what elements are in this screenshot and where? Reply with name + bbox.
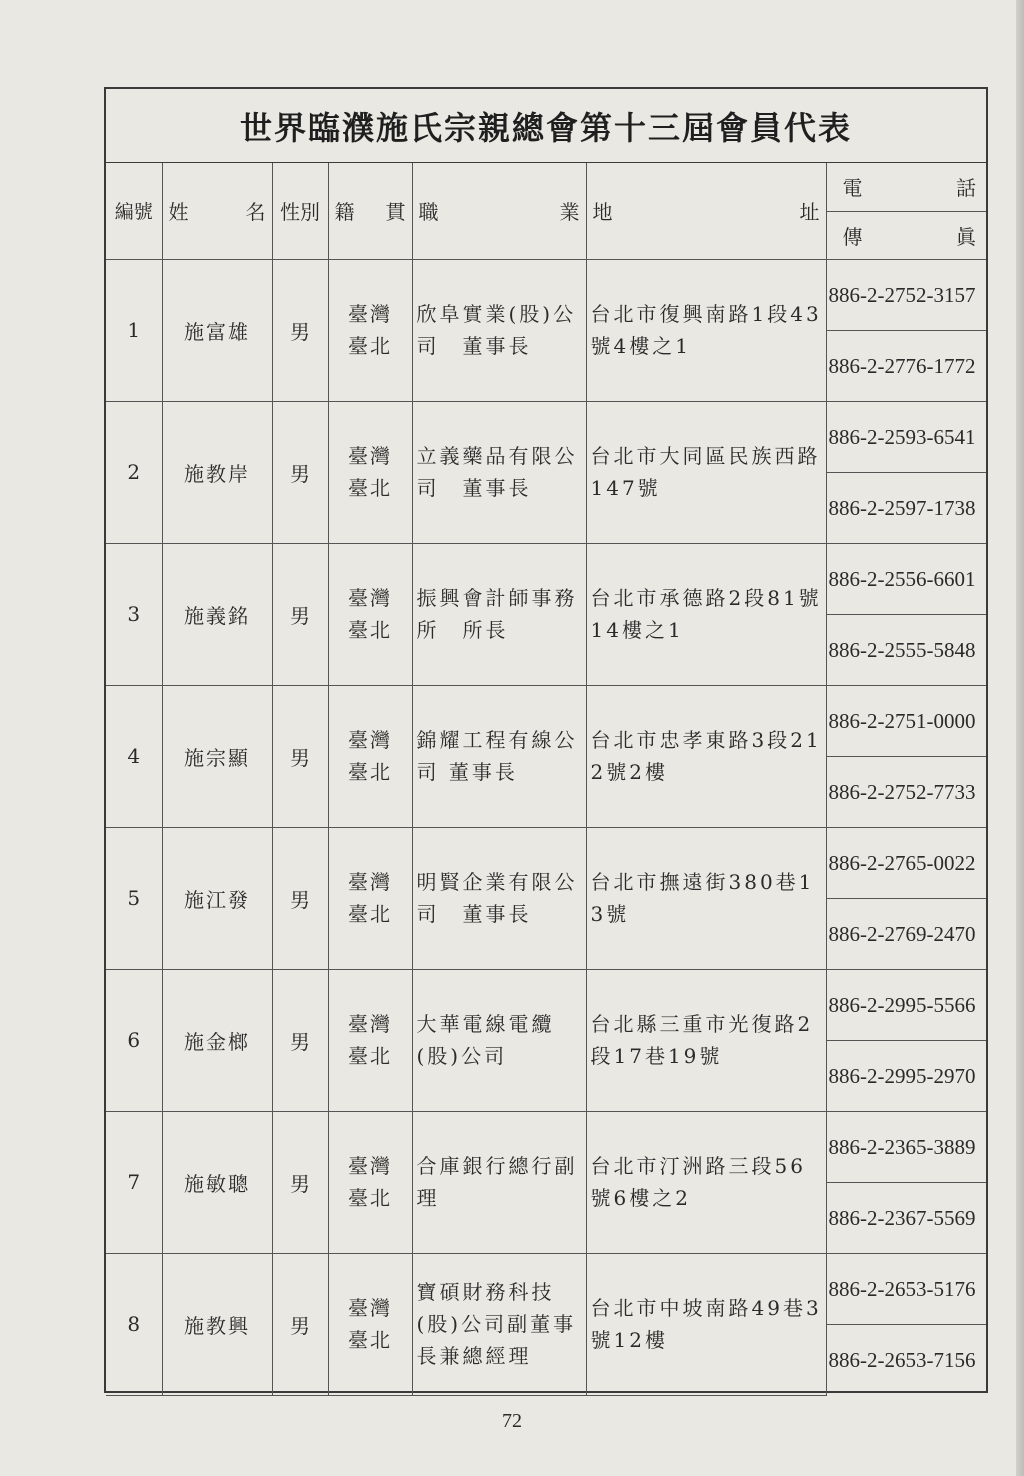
page-number: 72 — [502, 1410, 522, 1432]
table-row — [106, 1253, 986, 1324]
table-row — [106, 259, 986, 330]
member-sex: 男 — [272, 685, 328, 827]
member-table — [106, 163, 986, 1396]
member-tel: 886-2-2995-5566 — [826, 969, 986, 1040]
member-sex: 男 — [272, 1111, 328, 1253]
member-address: 台北市中坡南路49巷3號12樓 — [586, 1253, 826, 1395]
row-number: 5 — [106, 827, 162, 969]
member-fax: 886-2-2597-1738 — [826, 472, 986, 543]
row-number: 4 — [106, 685, 162, 827]
header-job — [412, 163, 586, 259]
header-name-2: 名 — [245, 200, 266, 225]
row-number: 3 — [106, 543, 162, 685]
member-address: 台北市復興南路1段43號4樓之1 — [586, 259, 826, 401]
member-origin-line-1: 臺灣 — [348, 728, 392, 752]
member-tel: 886-2-2556-6601 — [826, 543, 986, 614]
member-origin — [328, 1253, 412, 1395]
header-sex: 性別 — [272, 163, 328, 259]
header-origin — [328, 163, 412, 259]
page-title: 世界臨濮施氏宗親總會第十三屆會員代表 — [106, 89, 986, 163]
member-fax: 886-2-2653-7156 — [826, 1324, 986, 1395]
member-origin-line-2: 臺北 — [348, 1044, 392, 1068]
member-fax: 886-2-2776-1772 — [826, 330, 986, 401]
member-name: 施宗顯 — [162, 685, 272, 827]
header-job-2: 業 — [559, 200, 580, 225]
member-origin-line-2: 臺北 — [348, 1328, 392, 1352]
member-origin — [328, 543, 412, 685]
member-occupation: 振興會計師事務所 所長 — [412, 543, 586, 685]
member-occupation: 欣阜實業(股)公司 董事長 — [412, 259, 586, 401]
table-row — [106, 969, 986, 1040]
member-address: 台北市忠孝東路3段212號2樓 — [586, 685, 826, 827]
member-name: 施義銘 — [162, 543, 272, 685]
table-row — [106, 1111, 986, 1182]
member-origin-line-1: 臺灣 — [348, 586, 392, 610]
member-origin-line-1: 臺灣 — [348, 1296, 392, 1320]
member-occupation: 立義藥品有限公司 董事長 — [412, 401, 586, 543]
member-name: 施教興 — [162, 1253, 272, 1395]
member-address: 台北縣三重市光復路2段17巷19號 — [586, 969, 826, 1111]
member-sex: 男 — [272, 827, 328, 969]
member-table-frame — [104, 87, 988, 1393]
header-fax — [826, 211, 986, 259]
member-tel: 886-2-2365-3889 — [826, 1111, 986, 1182]
header-name-1: 姓 — [168, 200, 189, 225]
member-origin-line-2: 臺北 — [348, 902, 392, 926]
header-addr-2: 址 — [799, 200, 820, 225]
row-number: 1 — [106, 259, 162, 401]
member-origin-line-1: 臺灣 — [348, 1154, 392, 1178]
member-name: 施教岸 — [162, 401, 272, 543]
member-origin-line-1: 臺灣 — [348, 444, 392, 468]
header-address — [586, 163, 826, 259]
member-sex: 男 — [272, 259, 328, 401]
row-number: 2 — [106, 401, 162, 543]
table-row — [106, 543, 986, 614]
member-address: 台北市承德路2段81號14樓之1 — [586, 543, 826, 685]
member-origin — [328, 401, 412, 543]
member-occupation: 大華電線電纜(股)公司 — [412, 969, 586, 1111]
member-sex: 男 — [272, 1253, 328, 1395]
member-occupation: 錦耀工程有線公司 董事長 — [412, 685, 586, 827]
member-origin — [328, 1111, 412, 1253]
member-name: 施富雄 — [162, 259, 272, 401]
member-fax: 886-2-2555-5848 — [826, 614, 986, 685]
member-origin-line-2: 臺北 — [348, 476, 392, 500]
member-origin — [328, 827, 412, 969]
member-tel: 886-2-2765-0022 — [826, 827, 986, 898]
member-origin-line-1: 臺灣 — [348, 1012, 392, 1036]
member-origin-line-2: 臺北 — [348, 618, 392, 642]
member-occupation: 寶碩財務科技(股)公司副董事長兼總經理 — [412, 1253, 586, 1395]
header-row — [106, 163, 986, 211]
member-origin-line-2: 臺北 — [348, 1186, 392, 1210]
member-tel: 886-2-2653-5176 — [826, 1253, 986, 1324]
header-tel — [826, 163, 986, 211]
member-name: 施敏聰 — [162, 1111, 272, 1253]
header-origin-1: 籍 — [334, 200, 355, 225]
member-origin-line-2: 臺北 — [348, 760, 392, 784]
member-origin — [328, 259, 412, 401]
member-address: 台北市大同區民族西路147號 — [586, 401, 826, 543]
member-name: 施金榔 — [162, 969, 272, 1111]
member-fax: 886-2-2367-5569 — [826, 1182, 986, 1253]
member-address: 台北市撫遠街380巷13號 — [586, 827, 826, 969]
member-sex: 男 — [272, 401, 328, 543]
header-fax-2: 眞 — [956, 224, 976, 249]
header-name — [162, 163, 272, 259]
member-tel: 886-2-2593-6541 — [826, 401, 986, 472]
member-address: 台北市汀洲路三段56號6樓之2 — [586, 1111, 826, 1253]
member-origin — [328, 685, 412, 827]
member-tel: 886-2-2751-0000 — [826, 685, 986, 756]
member-origin — [328, 969, 412, 1111]
member-origin-line-2: 臺北 — [348, 334, 392, 358]
row-number: 6 — [106, 969, 162, 1111]
member-occupation: 合庫銀行總行副理 — [412, 1111, 586, 1253]
member-origin-line-1: 臺灣 — [348, 302, 392, 326]
row-number: 7 — [106, 1111, 162, 1253]
member-occupation: 明賢企業有限公司 董事長 — [412, 827, 586, 969]
header-origin-2: 貫 — [385, 200, 406, 225]
member-fax: 886-2-2995-2970 — [826, 1040, 986, 1111]
table-row — [106, 401, 986, 472]
header-addr-1: 地 — [592, 200, 613, 225]
header-no: 編號 — [106, 163, 162, 259]
member-origin-line-1: 臺灣 — [348, 870, 392, 894]
table-row — [106, 827, 986, 898]
table-row — [106, 685, 986, 756]
header-tel-2: 話 — [956, 176, 976, 201]
member-sex: 男 — [272, 543, 328, 685]
header-job-1: 職 — [418, 200, 439, 225]
member-fax: 886-2-2752-7733 — [826, 756, 986, 827]
header-tel-1: 電 — [842, 176, 863, 201]
member-fax: 886-2-2769-2470 — [826, 898, 986, 969]
member-name: 施江發 — [162, 827, 272, 969]
page-edge — [1016, 0, 1024, 1476]
member-tel: 886-2-2752-3157 — [826, 259, 986, 330]
member-sex: 男 — [272, 969, 328, 1111]
header-fax-1: 傳 — [842, 224, 863, 249]
row-number: 8 — [106, 1253, 162, 1395]
